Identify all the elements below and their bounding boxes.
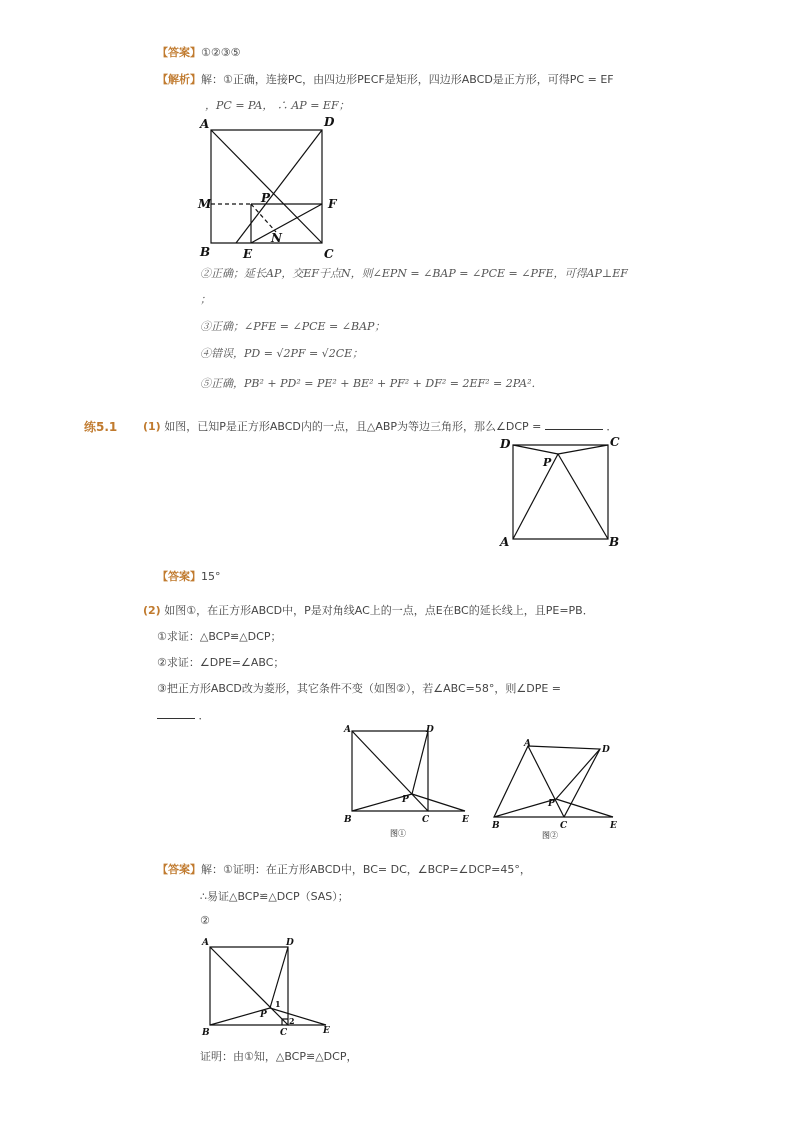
- part2-question: [143, 602, 594, 618]
- line-bp: [558, 454, 608, 539]
- label-e-4: E: [610, 821, 617, 831]
- label-e-5: E: [323, 1026, 330, 1036]
- answer2-line-2: ∴易证△BCP≌△DCP（SAS）；: [200, 890, 349, 903]
- line-bp-4: [494, 799, 556, 817]
- exercise-label: 练5.1: [84, 420, 118, 434]
- label-d-3: D: [426, 725, 434, 735]
- label-p-3: P: [402, 795, 409, 805]
- answer-value: ①②③⑤: [201, 46, 241, 59]
- answer2-line-3: ②: [200, 914, 210, 927]
- line-dp-3: [412, 731, 428, 794]
- label-c-2: C: [610, 435, 620, 449]
- label-c: C: [324, 247, 334, 261]
- label-b: B: [200, 245, 211, 259]
- question-3-end: ．: [198, 709, 210, 722]
- diagonal-ac: [211, 130, 322, 243]
- label-a-2: A: [500, 535, 510, 549]
- line-pe-4: [556, 799, 613, 817]
- label-c-3: C: [422, 815, 430, 825]
- line-dp-extended: [236, 130, 322, 243]
- angle-label-1: 1: [275, 999, 281, 1009]
- question-3: ③把正方形ABCD改为菱形，其它条件不变（如图②），若∠ABC=58°，则∠DPE =: [157, 682, 562, 695]
- label-p-5: P: [260, 1010, 267, 1020]
- item-3: ③正确；∠PFE = ∠PCE = ∠BAP；: [200, 320, 386, 333]
- answer1-value: 15°: [201, 570, 221, 583]
- answer-blank-2[interactable]: [157, 718, 195, 719]
- diagonal-ac-4: [528, 746, 564, 817]
- line-dp: [513, 445, 558, 454]
- answer2-text-1: 解：①证明：在正方形ABCD中，BC= DC，∠BCP=∠DCP=45°，: [201, 863, 531, 876]
- label-c-5: C: [280, 1028, 288, 1038]
- angle-label-2: 2: [289, 1016, 295, 1026]
- label-d-5: D: [286, 938, 294, 948]
- analysis-tag: 【解析】: [157, 73, 201, 86]
- label-a-5: A: [202, 938, 209, 948]
- label-f: F: [328, 197, 337, 211]
- item-2b: ；: [200, 293, 211, 306]
- label-p-4: P: [548, 799, 555, 809]
- label-p-2: P: [543, 456, 552, 469]
- line-cp: [558, 445, 608, 454]
- rhombus-abcd: [494, 746, 600, 817]
- part1-text: 如图，已知P是正方形ABCD内的一点，且△ABP为等边三角形，那么∠DCP =: [164, 420, 542, 433]
- part2-text: 如图①，在正方形ABCD中，P是对角线AC上的一点，点E在BC的延长线上，且PE=PB．: [164, 604, 594, 617]
- label-a: A: [200, 117, 210, 131]
- part2-number: (2): [143, 604, 161, 617]
- answer2-line-1: [157, 861, 531, 877]
- label-d-2: D: [500, 437, 511, 451]
- label-c-4: C: [560, 821, 568, 831]
- figure-1-square: [340, 720, 480, 842]
- item-5: ⑤正确，PB² + PD² = PE² + BE² + PF² + DF² = 2EF² = 2PA²．: [200, 377, 543, 390]
- question-2: ②求证：∠DPE=∠ABC；: [157, 656, 285, 669]
- part1-end: ．: [606, 420, 618, 433]
- label-a-4: A: [524, 739, 531, 749]
- label-b-4: B: [492, 821, 500, 831]
- label-b-3: B: [344, 815, 352, 825]
- answer-tag: 【答案】: [157, 46, 201, 59]
- analysis-line-2: ，PC = PA， ∴ AP = EF；: [205, 99, 350, 112]
- label-n: N: [271, 231, 282, 245]
- item-4: ④错误，PD = √2PF = √2CE；: [200, 347, 364, 360]
- label-d: D: [324, 115, 335, 129]
- proof-line: 证明：由①知，△BCP≌△DCP，: [200, 1050, 358, 1063]
- figure-2-rhombus: [488, 736, 628, 844]
- analysis-text-1: 解：①正确，连接PC，由四边形PECF是矩形，四边形ABCD是正方形，可得PC = EF: [201, 73, 614, 86]
- answer-blank-1[interactable]: [545, 429, 603, 430]
- analysis-line-1: [157, 71, 614, 87]
- answer1-tag: 【答案】: [157, 570, 201, 583]
- figure-square-angles: [198, 933, 338, 1041]
- label-a-3: A: [344, 725, 351, 735]
- label-b-5: B: [202, 1028, 210, 1038]
- label-b-2: B: [609, 535, 620, 549]
- label-m: M: [198, 197, 212, 211]
- answer2-tag: 【答案】: [157, 863, 201, 876]
- figure-equilateral-in-square: [496, 432, 626, 552]
- diagonal-ac-3: [352, 731, 428, 811]
- caption-figure-2: 图②: [542, 831, 558, 840]
- line-pe-5: [270, 1008, 326, 1025]
- label-d-4: D: [602, 745, 610, 755]
- label-p: P: [261, 191, 271, 205]
- figure-square-pecf: [196, 112, 346, 262]
- question-3-blank-line: [157, 707, 210, 723]
- label-e: E: [243, 247, 253, 261]
- part1-number: (1): [143, 420, 161, 433]
- answer-line: [157, 44, 240, 60]
- caption-figure-1: 图①: [390, 829, 406, 838]
- question-1: ①求证：△BCP≌△DCP；: [157, 630, 282, 643]
- item-2a: ②正确；延长AP，交EF于点N，则∠EPN = ∠BAP = ∠PCE = ∠PFE，可得AP⊥EF: [200, 267, 628, 280]
- answer1-line: [157, 568, 221, 584]
- label-e-3: E: [462, 815, 469, 825]
